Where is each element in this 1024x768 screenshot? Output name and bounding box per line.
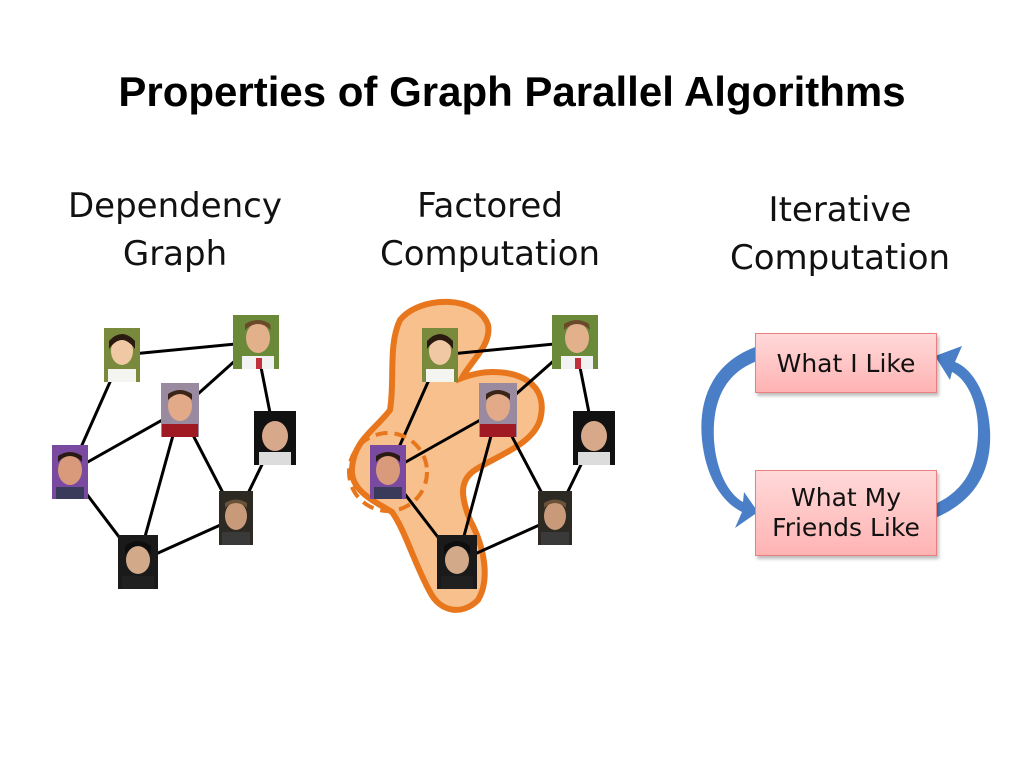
person-photo-icon — [118, 535, 158, 589]
person-photo-icon — [370, 445, 406, 499]
person-photo-icon — [233, 315, 279, 369]
loop-arrow-up-icon — [935, 346, 990, 518]
person-photo-icon — [552, 315, 598, 369]
heading-line: Computation — [729, 238, 951, 278]
what-i-like-box — [755, 333, 937, 393]
box-label: Friends Like — [772, 513, 920, 542]
person-photo-icon — [538, 491, 572, 545]
person-photo-icon — [573, 411, 615, 465]
person-photo-icon — [104, 328, 140, 382]
person-photo-icon — [254, 411, 296, 465]
heading-line: Computation — [379, 234, 601, 274]
box-label: What My — [791, 483, 901, 512]
heading-line: Iterative — [768, 190, 912, 230]
slide-title: Properties of Graph Parallel Algorithms — [118, 68, 906, 115]
person-photo-icon — [52, 445, 88, 499]
person-photo-icon — [437, 535, 477, 589]
person-photo-icon — [479, 383, 517, 437]
heading-line: Graph — [122, 234, 228, 274]
heading-line: Dependency — [67, 186, 282, 226]
box-label: What I Like — [776, 348, 916, 378]
person-photo-icon — [219, 491, 253, 545]
loop-arrow-down-icon — [701, 346, 760, 528]
what-my-friends-like-box — [755, 470, 937, 556]
person-photo-icon — [422, 328, 458, 382]
heading-line: Factored — [417, 186, 563, 226]
dependency-graph-nodes — [52, 315, 296, 589]
person-photo-icon — [161, 383, 199, 437]
